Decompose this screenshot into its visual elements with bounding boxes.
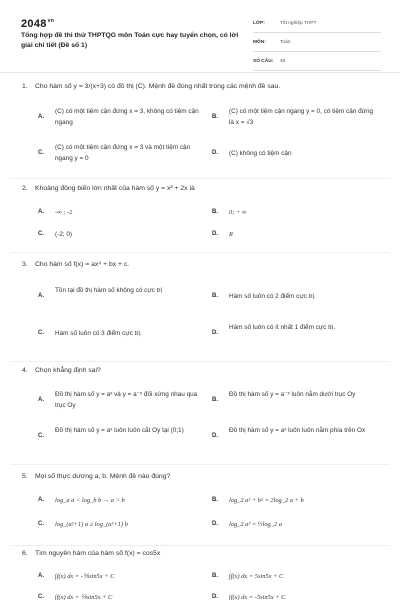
option-text: log_a a < log_b b → a > b [55, 497, 125, 504]
option-text: Đồ thị hàm số y = aˣ luôn luôn nằm phía trên Ox [229, 427, 366, 434]
question-divider [10, 361, 390, 362]
logo-suffix: vn [47, 18, 55, 25]
option-c[interactable] [38, 592, 203, 600]
question-text [22, 185, 195, 192]
option-text: ∫f(x) dx = -5sin5x + C [229, 594, 286, 600]
option-label: A. [38, 114, 44, 120]
option-text: R [229, 231, 233, 238]
option-text: log_(a²+1) a ≥ log_(a²+1) b [55, 521, 128, 528]
question-divider [10, 464, 390, 465]
option-text: ∫f(x) dx = 5sin5x + C [229, 573, 284, 580]
option-text: -∞ ; -2 [55, 209, 73, 216]
option-label: B. [212, 573, 218, 579]
question-body: Mọi số thực dương a, b. Mệnh đề nào đúng? [35, 473, 171, 480]
option-label: A. [38, 497, 44, 503]
option-label: A. [38, 573, 44, 579]
question-number: 1. [22, 83, 28, 90]
option-text: Đồ thị hàm số y = a⁻ˣ luôn nằm dưới trục Oy [229, 391, 356, 398]
question-body: Tìm nguyên hàm của hàm số f(x) = cos5x [35, 550, 161, 557]
logo-text: 2048 [21, 18, 47, 30]
option-label: C. [38, 150, 44, 156]
option-text: Đồ thị hàm số y = aˣ luôn luôn cắt Oy tại (0;1) [55, 427, 184, 434]
option-label: D. [212, 521, 218, 527]
question-text [22, 473, 170, 480]
header-divider [0, 72, 400, 73]
option-label: D. [212, 594, 218, 600]
option-text: Tồn tại đồ thị hàm số không có cực trị [55, 287, 162, 294]
option-label: D. [212, 433, 218, 439]
question-number: 5. [22, 473, 28, 480]
meta-table [253, 14, 381, 71]
option-label: B. [212, 397, 218, 403]
option-text: (C) có một tiệm cận đứng x = 3 và một tiệm cận ngang y = 0 [55, 144, 191, 162]
meta-label: SỐ CÂU: [253, 58, 274, 64]
question-number: 4. [22, 367, 28, 374]
option-text: (C) có một tiệm cận ngang y = 0, có tiệm cận đứng là x = √3 [229, 108, 374, 126]
option-label: D. [212, 330, 218, 336]
question-divider [10, 545, 390, 546]
question-divider [10, 178, 390, 179]
meta-value: Tốt nghiệp THPT [280, 20, 317, 26]
meta-row-subject [253, 33, 381, 52]
header [0, 0, 400, 70]
option-label: C. [38, 521, 44, 527]
option-text: Hàm số luôn có 2 điểm cực trị. [229, 293, 316, 300]
meta-label: LỚP: [253, 20, 265, 26]
option-text: ∫f(x) dx = -⅕sin5x + C [55, 573, 115, 580]
option-label: B. [212, 293, 218, 299]
question-body: Cho hàm số y = 3/(x+3) có đồ thị (C). Mệnh đề đúng nhất trong các mệnh đề sau. [35, 83, 281, 90]
option-text: ∫f(x) dx = ⅕sin5x + C [55, 594, 113, 600]
question-body: Chọn khẳng định sai? [35, 367, 101, 374]
option-text: Hàm số luôn có 3 điểm cực trị. [55, 330, 142, 337]
question-text [22, 261, 129, 268]
option-d[interactable] [212, 592, 382, 600]
option-text: log_2 a² + b² = 2log_2 a + b [229, 497, 304, 504]
question-number: 6. [22, 550, 28, 557]
option-text: Đồ thị hàm số y = aˣ và y = a⁻ˣ đối xứng nhau qua trục Oy [55, 391, 198, 409]
option-label: B. [212, 209, 218, 215]
option-label: C. [38, 594, 44, 600]
option-label: A. [38, 293, 44, 299]
question-text [22, 83, 280, 90]
option-label: C. [38, 330, 44, 336]
option-label: C. [38, 231, 44, 237]
question-number: 2. [22, 185, 28, 192]
meta-label: MÔN: [253, 39, 266, 45]
meta-value: Toán [280, 39, 291, 45]
option-text: 0; + ∞ [229, 209, 247, 216]
question-text [22, 367, 101, 374]
meta-row-class [253, 14, 381, 33]
option-text: Hàm số luôn có ít nhất 1 điểm cực trị. [229, 324, 336, 331]
page-title: Tổng hợp đề thi thử THPTQG môn Toán cực hay tuyển chọn, có lời giải chi tiết (Đề số 1) [21, 32, 239, 49]
option-text: (-2; 0) [55, 231, 73, 238]
option-text: (C) không có tiệm cận [229, 150, 292, 157]
question-body: Khoảng đồng biến lớn nhất của hàm số y = x² + 2x là [35, 185, 195, 192]
question-body: Cho hàm số f(x) = ax⁴ + bx + c. [35, 261, 130, 268]
question-number: 3. [22, 261, 28, 268]
option-label: B. [212, 114, 218, 120]
meta-value: 45 [280, 58, 286, 64]
question-divider [10, 252, 390, 253]
question-text [22, 550, 160, 557]
option-text: (C) có một tiệm cận đứng x = 3, không có tiệm cận ngang [55, 108, 199, 126]
option-text: log_2 a² = ½log_2 a [229, 521, 282, 528]
meta-row-count [253, 52, 381, 71]
option-label: A. [38, 209, 44, 215]
option-label: A. [38, 397, 44, 403]
option-label: C. [38, 433, 44, 439]
site-logo[interactable] [21, 18, 54, 30]
option-label: B. [212, 497, 218, 503]
option-label: D. [212, 231, 218, 237]
option-label: D. [212, 150, 218, 156]
